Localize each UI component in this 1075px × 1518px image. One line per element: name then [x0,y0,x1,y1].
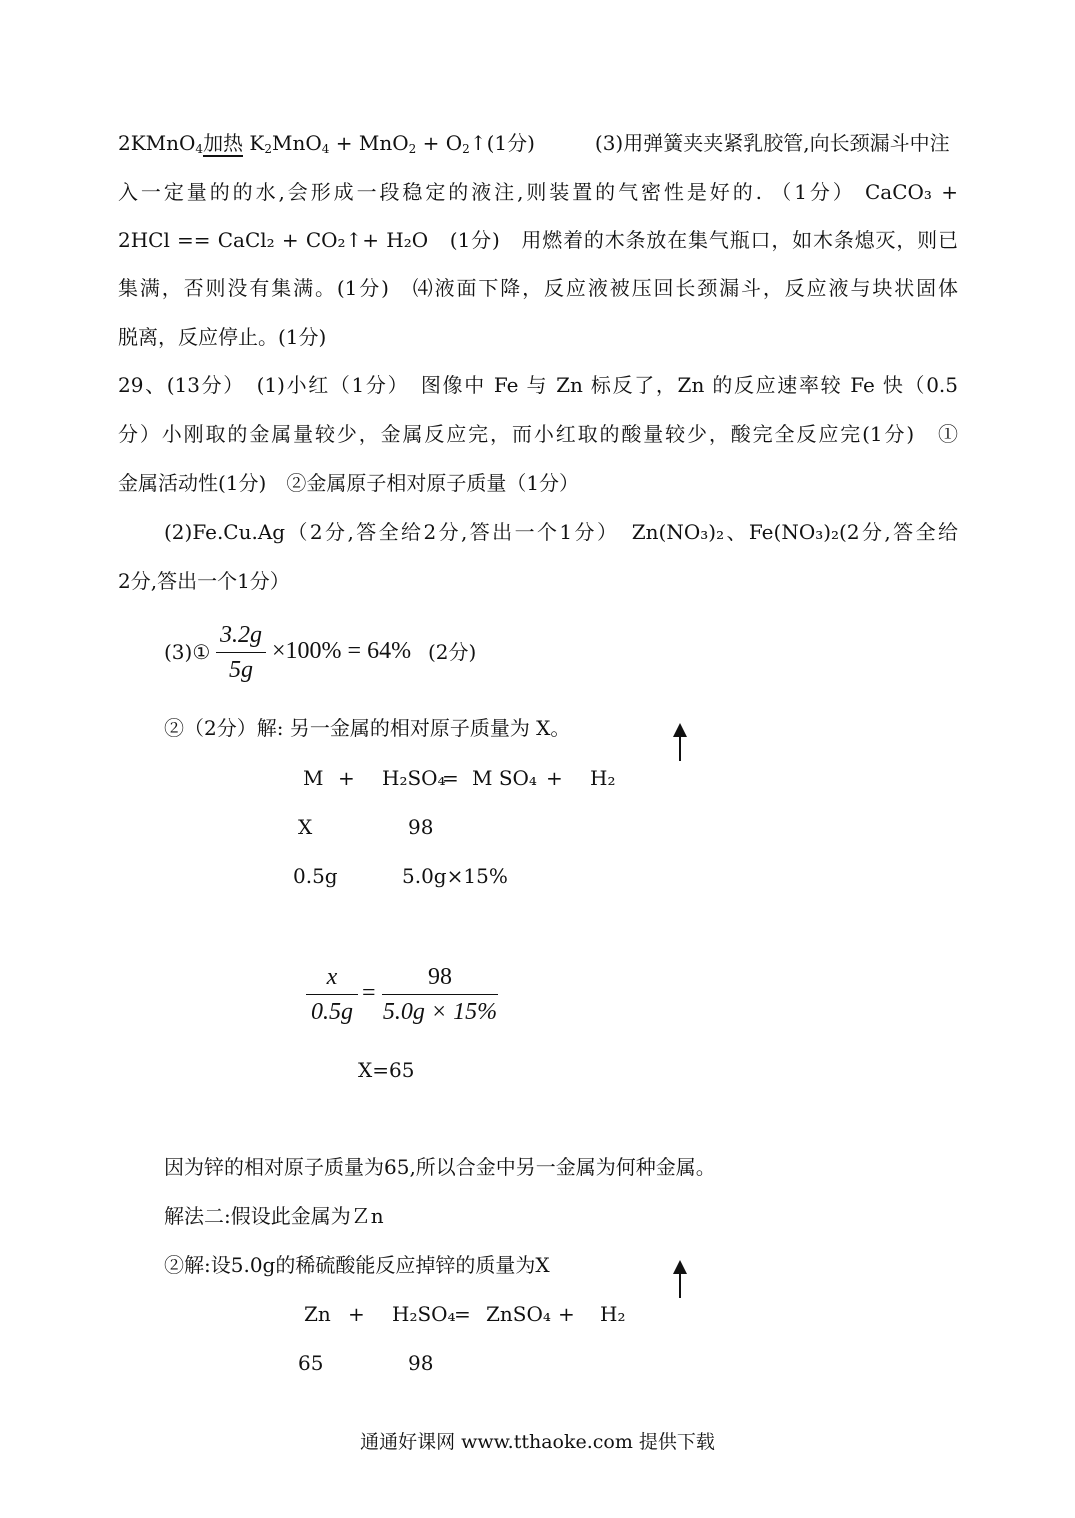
proportion-left-num: x [306,962,358,995]
eq2-row1-65: 65 [298,1351,324,1375]
eq2-plus2: + [558,1302,575,1326]
percent-result: ×100% = 64% [272,638,412,664]
text-line-9: (2)Fe.Cu.Ag（2分,答全给2分,答出一个1分） Zn(NO₃)₂、Fe(NO₃)₂(2分,答全给 [164,520,958,544]
text-line-12: ②（2分）解: 另一金属的相对原子质量为 X。 [164,716,571,740]
up-arrow-icon [679,735,681,761]
eq1-plus2: + [546,766,563,790]
formula-mno4: MnO [272,131,322,155]
proportion-right-num: 98 [382,962,498,995]
eq1-h2: H₂ [590,766,616,790]
eq1-h2so4: H₂SO₄ [382,766,446,790]
eq1-m: M [303,766,324,790]
text-line-7: 分）小刚取的金属量较少，金属反应完，而小红取的酸量较少，酸完全反应完(1分) ① [118,422,958,446]
heating-condition: 加热 [203,131,244,155]
eq1-plus: + [338,766,355,790]
eq1-row1-x: X [298,815,313,839]
eq2-zn: Zn [304,1302,331,1326]
eq2-row1-98: 98 [408,1351,434,1375]
text-line-4: 集满，否则没有集满。(1分) ⑷液面下降，反应液被压回长颈漏斗，反应液与块状固体 [118,276,958,300]
eq1-row2-acid: 5.0g×15% [402,864,508,888]
eq2-h2: H₂ [600,1302,626,1326]
up-arrow-icon [679,1272,681,1298]
result-x: X=65 [358,1058,415,1082]
eq2-equals: = [454,1302,471,1326]
text-line-5: 脱离，反应停止。(1分) [118,325,327,349]
text-line-8: 金属活动性(1分) ②金属原子相对原子质量（1分） [118,471,580,495]
proportion-right [382,962,498,1027]
proportion-left [306,962,358,1027]
formula-o2: + O [416,131,463,155]
text-line-1: 2KMnO$_4$加热 $K_2MnO_4 + MnO_2$ + $O_2↑(1$分) (3)用弹簧夹夹紧乳胶管,向长颈漏斗中注 [118,131,950,156]
text-line-14: 解法二:假设此金属为Ｚn [164,1204,384,1228]
text-line-2: 入一定量的的水,会形成一段稳定的液注,则装置的气密性是好的. （1分） CaCO₃ + [118,180,958,204]
page-footer: 通通好课网 www.tthaoke.com 提供下载 [360,1431,715,1453]
text-line-6: 29、(13分） (1)小红（1分） 图像中 Fe 与 Zn 标反了，Zn 的反应速率较 Fe 快（0.5 [118,373,958,397]
fraction-numerator: 3.2g [216,620,266,653]
proportion-left-den: 0.5g [311,999,353,1025]
eq1-row1-98: 98 [408,815,434,839]
proportion-right-den: 5.0g × 15% [382,999,498,1025]
fraction-denominator: 5g [229,657,253,683]
formula-kmno4: 2KMnO [118,131,196,155]
eq2-plus: + [348,1302,365,1326]
part3-score: (2分) [428,640,477,664]
text-line-13: 因为锌的相对原子质量为65,所以合金中另一金属为何种金属。 [164,1155,716,1179]
proportion-equals: = [362,980,376,1006]
text-line-3: 2HCl == CaCl₂ + CO₂↑+ H₂O (1分) 用燃着的木条放在集气瓶口，如木条熄灭，则已 [118,228,958,252]
eq1-row2-mass: 0.5g [293,864,338,888]
text-line-15: ②解:设5.0g的稀硫酸能反应掉锌的质量为X [164,1253,550,1277]
part3-prefix: (3)① [164,640,211,664]
formula-k2: K [243,131,265,155]
eq2-h2so4: H₂SO₄ [392,1302,456,1326]
text-line-1-rest: ↑(1分) (3)用弹簧夹夹紧乳胶管,向长颈漏斗中注 [469,131,950,155]
text-line-10: 2分,答出一个1分） [118,569,290,593]
eq1-equals: = [442,766,459,790]
mass-fraction [216,620,266,685]
eq2-znso4: ZnSO₄ [486,1302,551,1326]
eq1-mso4: M SO₄ [472,766,537,790]
formula-mno2: + MnO [329,131,409,155]
